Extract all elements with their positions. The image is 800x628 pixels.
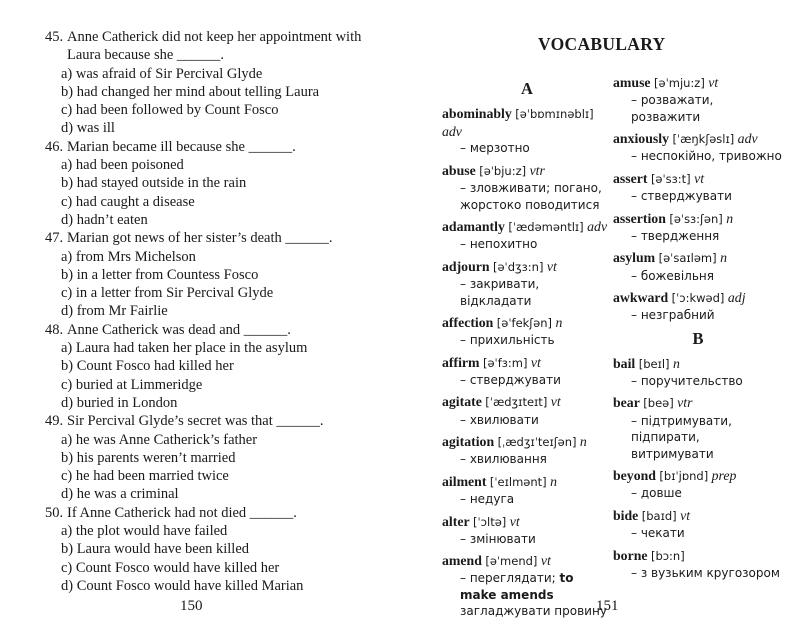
definition-text: – переглядати; bbox=[460, 571, 556, 586]
definition bbox=[613, 307, 783, 324]
transcription: [əˈfekʃən] bbox=[496, 316, 553, 331]
question-text: Anne Catherick was dead and ______. bbox=[67, 321, 291, 338]
definition bbox=[613, 565, 783, 582]
entry-line bbox=[442, 433, 612, 451]
headword: adjourn bbox=[442, 258, 490, 274]
headword: beyond bbox=[613, 468, 656, 484]
answer-option: c) buried at Limmeridge bbox=[61, 376, 203, 393]
answer-option: b) had stayed outside in the rain bbox=[61, 175, 247, 192]
entry-line bbox=[442, 258, 612, 276]
headword-phrase: to make amends bbox=[460, 571, 574, 602]
entry-line bbox=[613, 467, 783, 485]
entry-line bbox=[442, 473, 612, 491]
entry-line bbox=[613, 74, 783, 92]
vocabulary-column-1 bbox=[442, 79, 612, 625]
headword: amend bbox=[442, 553, 482, 569]
question-stem bbox=[45, 321, 375, 339]
answer-option: b) his parents weren’t married bbox=[61, 449, 236, 466]
part-of-speech: n bbox=[555, 315, 563, 331]
definition bbox=[442, 276, 612, 309]
headword: agitation bbox=[442, 434, 495, 450]
transcription: [ˈɔ:kwəd] bbox=[671, 291, 725, 306]
vocabulary-entry bbox=[613, 547, 783, 582]
definition bbox=[613, 228, 783, 245]
definition bbox=[442, 372, 612, 389]
definition bbox=[613, 92, 783, 125]
part-of-speech: vt bbox=[540, 553, 551, 569]
answer-option: d) from Mr Fairlie bbox=[61, 303, 168, 320]
definition bbox=[613, 485, 783, 502]
vocabulary-entry bbox=[442, 552, 612, 620]
definition-text: – твердження bbox=[631, 228, 720, 243]
phrase-definition: загладжувати провину bbox=[460, 604, 607, 619]
entry-line bbox=[442, 105, 612, 140]
transcription: [ˈæŋkʃəslɪ] bbox=[672, 132, 735, 147]
headword: bide bbox=[613, 507, 639, 523]
headword: amuse bbox=[613, 75, 651, 90]
transcription: [əˈbju:z] bbox=[479, 163, 527, 178]
part-of-speech: n bbox=[550, 473, 558, 489]
definition-text: – чекати bbox=[631, 526, 685, 541]
transcription: [ˈɔltə] bbox=[473, 514, 507, 529]
definition-text: – божевільня bbox=[631, 268, 714, 283]
definition-text: – стверджувати bbox=[460, 372, 561, 387]
vocabulary-entry bbox=[442, 314, 612, 349]
part-of-speech: adv bbox=[587, 219, 608, 235]
answer-option: a) from Mrs Michelson bbox=[61, 248, 196, 265]
entry-line bbox=[613, 507, 783, 525]
part-of-speech: adv bbox=[737, 131, 758, 147]
entry-line bbox=[442, 393, 612, 411]
answer-option: a) Laura had taken her place in the asylum bbox=[61, 340, 308, 357]
section-letter: A bbox=[521, 79, 533, 98]
vocabulary-entry bbox=[442, 105, 612, 157]
entry-line bbox=[613, 130, 783, 148]
answer-option: c) had been followed by Count Fosco bbox=[61, 102, 279, 119]
vocabulary-title: VOCABULARY bbox=[538, 34, 666, 54]
part-of-speech: vt bbox=[509, 513, 520, 529]
vocabulary-entry bbox=[613, 130, 783, 165]
definition bbox=[442, 412, 612, 429]
definition bbox=[442, 491, 612, 508]
vocabulary-entry bbox=[442, 354, 612, 389]
transcription: [əˈmend] bbox=[485, 554, 538, 569]
vocabulary-entry bbox=[613, 170, 783, 205]
transcription: [ˈædəməntlɪ] bbox=[508, 220, 584, 235]
answer-option: d) hadn’t eaten bbox=[61, 211, 148, 228]
definition bbox=[442, 236, 612, 253]
headword: ailment bbox=[442, 473, 487, 489]
headword: assertion bbox=[613, 210, 666, 226]
definition bbox=[613, 148, 783, 165]
definition bbox=[613, 188, 783, 205]
part-of-speech: vt bbox=[530, 354, 541, 370]
question-number: 47. bbox=[45, 230, 64, 247]
headword: anxiously bbox=[613, 131, 669, 147]
vocabulary-entry bbox=[613, 249, 783, 284]
transcription: [baɪd] bbox=[641, 508, 677, 523]
vocabulary-column-2 bbox=[613, 74, 783, 586]
question-stem bbox=[45, 229, 375, 247]
entry-line bbox=[613, 394, 783, 412]
transcription: [əˈdʒɜ:n] bbox=[493, 259, 544, 274]
definition bbox=[442, 140, 612, 157]
definition bbox=[442, 180, 612, 213]
entry-line bbox=[442, 513, 612, 531]
part-of-speech: adv bbox=[442, 124, 462, 140]
section-letter: B bbox=[692, 328, 704, 348]
question-number: 45. bbox=[45, 29, 64, 45]
definition-text: – хвилювання bbox=[460, 452, 547, 467]
answer-option: a) was afraid of Sir Percival Glyde bbox=[61, 65, 263, 82]
part-of-speech: vtr bbox=[529, 162, 545, 178]
answer-option: b) Count Fosco had killed her bbox=[61, 358, 234, 375]
vocabulary-entry bbox=[442, 218, 612, 253]
answer-option: c) he had been married twice bbox=[61, 468, 229, 485]
answer-option: b) Laura would have been killed bbox=[61, 541, 250, 558]
transcription: [bɪˈjɒnd] bbox=[659, 469, 709, 484]
answer-option: c) in a letter from Sir Percival Glyde bbox=[61, 285, 274, 302]
entry-line bbox=[442, 314, 612, 332]
transcription: [əˈsɜ:ʃən] bbox=[669, 211, 723, 226]
entry-line bbox=[442, 162, 612, 180]
entry-line bbox=[442, 218, 612, 236]
definition-text: – стверджувати bbox=[631, 189, 732, 204]
question-block bbox=[45, 28, 375, 138]
definition-text: – мерзотно bbox=[460, 141, 530, 156]
transcription: [əˈfɜ:m] bbox=[483, 355, 528, 370]
definition-text: – з вузьким кругозором bbox=[631, 565, 780, 580]
definition bbox=[442, 332, 612, 349]
answer-option: d) buried in London bbox=[61, 394, 178, 411]
vocabulary-entry bbox=[442, 393, 612, 428]
headword: awkward bbox=[613, 290, 669, 306]
question-number: 49. bbox=[45, 413, 64, 430]
part-of-speech: n bbox=[726, 210, 734, 226]
vocabulary-entry bbox=[442, 513, 612, 548]
headword: asylum bbox=[613, 250, 656, 266]
part-of-speech: vt bbox=[694, 170, 705, 186]
question-block bbox=[45, 412, 375, 503]
definition-text: – непохитно bbox=[460, 237, 538, 252]
headword: affection bbox=[442, 315, 494, 331]
definition bbox=[613, 525, 783, 542]
headword: adamantly bbox=[442, 219, 505, 235]
headword: bear bbox=[613, 395, 640, 411]
question-number: 50. bbox=[45, 504, 64, 521]
entry-line bbox=[442, 552, 612, 570]
vocabulary-entry bbox=[613, 74, 783, 125]
transcription: [bɔ:n] bbox=[650, 548, 685, 563]
definition-text: – закривати, відкладати bbox=[460, 277, 540, 308]
question-text: Anne Catherick did not keep her appointment with Laura because she ______. bbox=[67, 29, 362, 64]
vocabulary-entry bbox=[613, 394, 783, 462]
part-of-speech: vt bbox=[546, 258, 557, 274]
part-of-speech: vtr bbox=[677, 395, 693, 411]
definition-text: – зловживати; погано, жорстоко поводитися bbox=[460, 181, 602, 212]
part-of-speech: n bbox=[672, 355, 680, 371]
definition-text: – недуга bbox=[460, 492, 515, 507]
answer-option: b) in a letter from Countess Fosco bbox=[61, 266, 259, 283]
headword: agitate bbox=[442, 394, 482, 410]
page-number-right: 151 bbox=[596, 598, 619, 614]
definition bbox=[613, 268, 783, 285]
answer-option: d) he was a criminal bbox=[61, 486, 179, 503]
part-of-speech: vt bbox=[708, 75, 719, 90]
vocabulary-entry bbox=[442, 162, 612, 213]
entry-line bbox=[442, 354, 612, 372]
vocabulary-entry bbox=[613, 210, 783, 245]
definition bbox=[442, 531, 612, 548]
transcription: [beɪl] bbox=[638, 356, 670, 371]
headword: alter bbox=[442, 513, 470, 529]
answer-option: a) had been poisoned bbox=[61, 157, 184, 174]
question-stem bbox=[45, 138, 375, 156]
part-of-speech: n bbox=[579, 434, 587, 450]
definition-text: – довше bbox=[631, 486, 682, 501]
part-of-speech: vt bbox=[680, 507, 691, 523]
answer-option: c) had caught a disease bbox=[61, 193, 195, 210]
question-text: Sir Percival Glyde’s secret was that ______. bbox=[67, 413, 324, 430]
definition bbox=[442, 570, 612, 620]
part-of-speech: adj bbox=[727, 290, 746, 306]
question-text: Marian became ill because she ______. bbox=[67, 138, 296, 155]
definition bbox=[613, 413, 783, 463]
question-block bbox=[45, 321, 375, 412]
definition bbox=[442, 451, 612, 468]
answer-option: b) had changed her mind about telling Laura bbox=[61, 83, 320, 100]
entry-line bbox=[613, 355, 783, 373]
definition-text: – неспокійно, тривожно bbox=[631, 149, 782, 164]
answer-option: d) was ill bbox=[61, 120, 115, 137]
answer-option: d) Count Fosco would have killed Marian bbox=[61, 577, 304, 594]
headword: bail bbox=[613, 355, 636, 371]
part-of-speech: n bbox=[720, 250, 727, 266]
question-text: Marian got news of her sister’s death ______. bbox=[67, 230, 333, 247]
part-of-speech: prep bbox=[711, 468, 737, 484]
definition-text: – незграбний bbox=[631, 308, 715, 323]
questions-list bbox=[45, 28, 375, 595]
definition-text: – розважати, розважити bbox=[631, 93, 714, 124]
vocabulary-entry bbox=[613, 507, 783, 542]
vocabulary-entry bbox=[442, 433, 612, 468]
entry-line bbox=[613, 210, 783, 228]
transcription: [ˈædʒɪteɪt] bbox=[485, 395, 548, 410]
transcription: [ˈeɪlmənt] bbox=[489, 474, 547, 489]
headword: affirm bbox=[442, 354, 480, 370]
question-block bbox=[45, 138, 375, 229]
page-number-left: 150 bbox=[180, 598, 203, 614]
definition bbox=[613, 373, 783, 390]
definition-text: – підтримувати, підпирати, витримувати bbox=[631, 413, 732, 461]
transcription: [əˈbɒmɪnəblɪ] bbox=[515, 107, 594, 121]
answer-option: a) the plot would have failed bbox=[61, 523, 228, 540]
answer-option: a) he was Anne Catherick’s father bbox=[61, 431, 258, 448]
entry-line bbox=[613, 249, 783, 267]
definition-text: – хвилювати bbox=[460, 412, 539, 427]
question-block bbox=[45, 504, 375, 595]
answer-option: c) Count Fosco would have killed her bbox=[61, 559, 280, 576]
definition-text: – змінювати bbox=[460, 531, 536, 546]
vocabulary-entry bbox=[613, 467, 783, 502]
transcription: [beə] bbox=[643, 396, 674, 411]
transcription: [əˈmju:z] bbox=[654, 76, 705, 90]
question-block bbox=[45, 229, 375, 320]
vocabulary-entry bbox=[442, 473, 612, 508]
question-number: 48. bbox=[45, 321, 64, 338]
definition-text: – прихильність bbox=[460, 333, 555, 348]
headword: borne bbox=[613, 547, 648, 563]
question-text: If Anne Catherick had not died ______. bbox=[67, 504, 297, 521]
transcription: [əˈsaɪləm] bbox=[658, 251, 717, 266]
transcription: [əˈsɜ:t] bbox=[650, 171, 691, 186]
headword: abuse bbox=[442, 162, 476, 178]
question-stem bbox=[45, 412, 375, 430]
question-number: 46. bbox=[45, 138, 64, 155]
part-of-speech: vt bbox=[550, 394, 561, 410]
headword: assert bbox=[613, 170, 648, 186]
headword: abominably bbox=[442, 106, 512, 121]
vocabulary-entry bbox=[613, 289, 783, 324]
entry-line bbox=[613, 547, 783, 565]
question-stem bbox=[45, 504, 375, 522]
transcription: [ˌædʒɪˈteɪʃən] bbox=[497, 435, 577, 450]
entry-line bbox=[613, 170, 783, 188]
vocabulary-entry bbox=[442, 258, 612, 309]
question-stem bbox=[45, 28, 375, 65]
vocabulary-entry bbox=[613, 355, 783, 390]
definition-text: – поручительство bbox=[631, 373, 743, 388]
entry-line bbox=[613, 289, 783, 307]
